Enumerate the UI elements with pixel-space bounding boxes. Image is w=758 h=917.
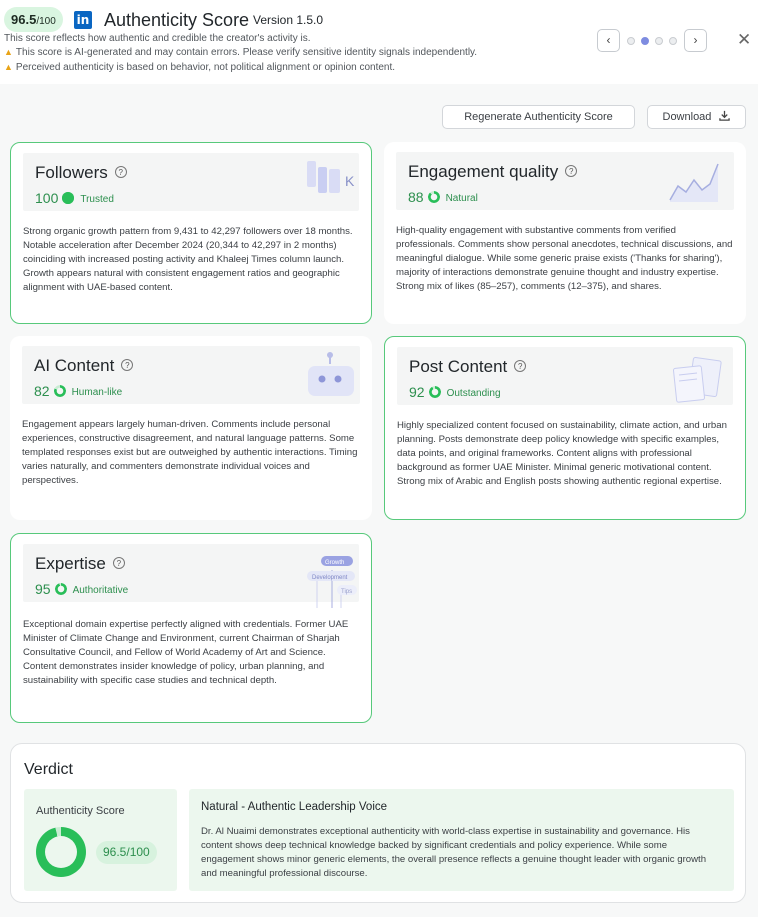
score-label: Outstanding	[446, 388, 501, 399]
verdict-summary-title: Natural - Authentic Leadership Voice	[201, 801, 388, 813]
card-header	[397, 347, 733, 405]
card-title-text: Post Content	[409, 357, 508, 376]
documents-icon	[669, 355, 729, 403]
card-title	[35, 554, 125, 574]
header	[0, 0, 758, 84]
authenticity-score-value: 96.5/100	[96, 841, 157, 864]
trend-chart-icon	[668, 160, 724, 204]
card-text: High-quality engagement with substantive comments from verified professionals. Comments show personal anecdotes, technical discussions, and meaningful dialogue. While some generic praise exists ('Thanks for sharing'), majority of interactions demonstrate genuine thought and industry expertise. Strong mix of likes (85–257), comments (12–375), and shares.	[396, 225, 733, 292]
score-label: Trusted	[80, 194, 114, 205]
score-label: Human-like	[71, 387, 123, 398]
page-dot-1[interactable]	[627, 37, 635, 45]
verdict-summary-text: Dr. Al Nuaimi demonstrates exceptional authenticity with world-class expertise in sustainability and governance. His content shows deep technical knowledge backed by significant credentials and policy experience. While some engagement shows minor generic elements, the overall presence reflects a genuine thought leader with organic growth and meaningful professional discourse.	[201, 826, 707, 879]
header-score: 96.5	[11, 12, 37, 27]
header-score-max: /100	[36, 16, 56, 27]
download-label: Download	[662, 111, 712, 123]
card-score	[35, 581, 128, 597]
score-value: 95	[35, 581, 51, 597]
card-title-text: Engagement quality	[408, 162, 559, 181]
card-title-text: Expertise	[35, 554, 106, 573]
page-dot-4[interactable]	[669, 37, 677, 45]
score-ring-icon	[54, 385, 66, 397]
help-icon[interactable]: ?	[113, 557, 125, 569]
header-score-pill	[4, 7, 63, 32]
card-header	[396, 152, 734, 210]
next-page-button[interactable]	[684, 29, 707, 52]
warning-text: Perceived authenticity is based on behavior, not political alignment or opinion content.	[15, 62, 396, 73]
score-ring-icon	[55, 583, 67, 595]
tree-icon	[295, 556, 365, 612]
card-ai-content	[10, 336, 372, 520]
authenticity-donut-chart	[36, 827, 86, 877]
regenerate-button[interactable]: Regenerate Authenticity Score	[442, 105, 635, 129]
card-engagement-quality	[384, 142, 746, 324]
followers-k-icon	[305, 159, 361, 203]
card-title	[34, 356, 133, 376]
robot-icon	[304, 352, 360, 400]
score-value: 92	[409, 384, 425, 400]
page-dot-3[interactable]	[655, 37, 663, 45]
tree-label-growth: Growth	[325, 560, 345, 566]
card-title	[409, 357, 526, 377]
card-text: Highly specialized content focused on sustainability, climate action, and urban planning. Posts demonstrate deep policy knowledge with specific examples, data points, and original frameworks. Content aligns with professional background as former UAE Minister. Minimal generic motivational content. Strong mix of Arabic and English posts showing authentic regional expertise.	[397, 420, 727, 487]
score-label: Natural	[445, 193, 478, 204]
card-title	[408, 162, 577, 182]
verdict-section	[10, 743, 746, 903]
score-value: 82	[34, 383, 50, 399]
card-score	[409, 384, 501, 400]
authenticity-score-box	[24, 789, 177, 891]
card-title-text: Followers	[35, 163, 108, 182]
card-score	[35, 190, 114, 206]
chevron-left-icon: ‹	[606, 33, 611, 47]
help-icon[interactable]: ?	[115, 166, 127, 178]
card-followers	[10, 142, 372, 324]
help-icon[interactable]: ?	[514, 360, 526, 372]
tree-label-development: Development	[312, 575, 348, 581]
download-button[interactable]	[647, 105, 746, 129]
page-dot-2[interactable]	[641, 37, 649, 45]
card-text: Exceptional domain expertise perfectly aligned with credentials. Former UAE Minister of Climate Change and Environment, current Chairman of Sharjah Consultative Council, and Fellow of World Academy of Art and Science. Content demonstrates insider knowledge of policy, urban planning, and sustainability with specific case studies and technical depth.	[23, 619, 349, 686]
score-ring-icon	[62, 192, 74, 204]
header-description: This score reflects how authentic and credible the creator's activity is.	[4, 33, 311, 44]
chevron-right-icon: ›	[693, 33, 698, 47]
authenticity-score-label: Authenticity Score	[36, 805, 125, 817]
prev-page-button[interactable]	[597, 29, 620, 52]
card-score	[408, 189, 478, 205]
card-title-text: AI Content	[34, 356, 115, 375]
version-label: Version 1.5.0	[253, 13, 324, 27]
warning-icon: ▲	[4, 47, 13, 57]
card-score	[34, 383, 122, 399]
svg-text:K: K	[345, 173, 355, 189]
help-icon[interactable]: ?	[565, 165, 577, 177]
score-ring-icon	[428, 191, 440, 203]
linkedin-icon: in	[74, 11, 92, 29]
warning-text: This score is AI-generated and may contain errors. Please verify sensitive identity signals independently.	[15, 47, 478, 58]
card-header	[22, 346, 360, 404]
tree-label-tips: Tips	[341, 589, 353, 595]
score-ring-icon	[429, 386, 441, 398]
warning-icon: ▲	[4, 62, 13, 72]
verdict-summary-box	[189, 789, 734, 891]
page-title: Authenticity Score	[104, 10, 250, 30]
verdict-title: Verdict	[24, 761, 73, 778]
download-icon	[719, 110, 730, 121]
card-header	[23, 153, 359, 211]
card-text: Engagement appears largely human-driven. Comments include personal experiences, constructive disagreement, and natural language patterns. Some templated responses exist but are outweighed by authentic interactions. Timing varies naturally, and commenters demonstrate individual voices and perspectives.	[22, 419, 358, 486]
card-post-content	[384, 336, 746, 520]
card-title	[35, 163, 127, 183]
close-button[interactable]	[737, 30, 751, 50]
card-text: Strong organic growth pattern from 9,431 to 42,297 followers over 18 months. Notable acceleration after December 2024 (20,344 to 42,297 in 2 months) coinciding with increased posting activity and Khaleej Times column launch. Growth appears natural with consistent engagement ratios and geographic alignment with UAE-based content.	[23, 226, 353, 293]
warning-1	[4, 47, 477, 58]
card-header	[23, 544, 359, 602]
score-value: 100	[35, 190, 59, 206]
warning-2	[4, 62, 395, 73]
score-value: 88	[408, 189, 424, 205]
score-label: Authoritative	[72, 585, 129, 596]
help-icon[interactable]: ?	[121, 359, 133, 371]
close-icon: ✕	[737, 30, 752, 49]
card-expertise	[10, 533, 372, 723]
